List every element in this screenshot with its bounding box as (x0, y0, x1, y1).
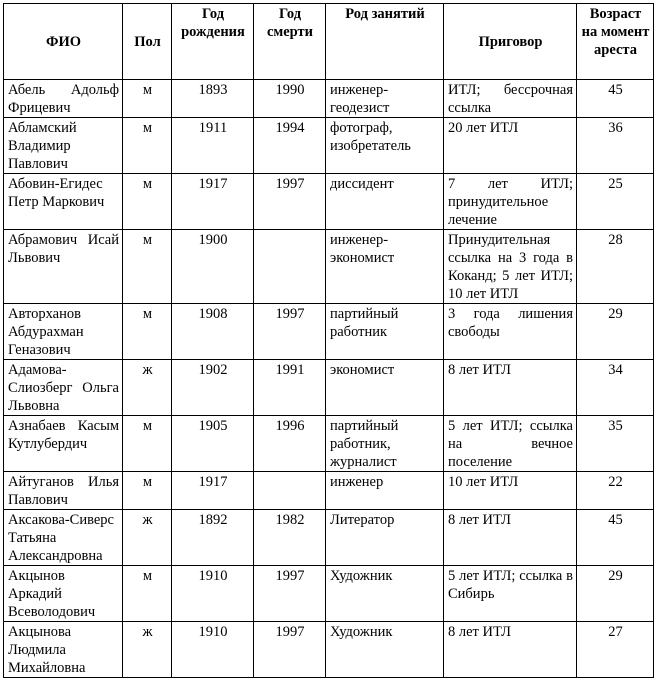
cell-birth-year: 1908 (172, 304, 254, 360)
table-row (4, 510, 654, 566)
cell-age: 34 (577, 360, 654, 416)
header-occupation: Род занятий (326, 4, 444, 80)
cell-death-year: 1996 (254, 416, 326, 472)
cell-sex: м (123, 80, 172, 118)
cell-name: Абовин-Егидес Петр Маркович (4, 174, 123, 230)
cell-name: Азнабаев Касым Кутлубердич (4, 416, 123, 472)
cell-sentence: 5 лет ИТЛ; ссылка в Сибирь (444, 566, 577, 622)
cell-death-year: 1990 (254, 80, 326, 118)
cell-death-year: 1997 (254, 304, 326, 360)
cell-sentence: 20 лет ИТЛ (444, 118, 577, 174)
cell-death-year: 1991 (254, 360, 326, 416)
cell-occupation: партийный работник (326, 304, 444, 360)
table-row (4, 360, 654, 416)
cell-sex: ж (123, 510, 172, 566)
cell-birth-year: 1900 (172, 230, 254, 304)
header-sex: Пол (123, 4, 172, 80)
table-body (4, 80, 654, 678)
cell-sex: м (123, 118, 172, 174)
cell-age: 25 (577, 174, 654, 230)
cell-birth-year: 1892 (172, 510, 254, 566)
cell-name: Абламский Владимир Павлович (4, 118, 123, 174)
table-row (4, 416, 654, 472)
cell-death-year: 1997 (254, 174, 326, 230)
cell-death-year: 1997 (254, 622, 326, 678)
table-row (4, 118, 654, 174)
header-row (4, 4, 654, 80)
cell-occupation: Художник (326, 622, 444, 678)
cell-sex: м (123, 230, 172, 304)
table-row (4, 622, 654, 678)
cell-sentence: 3 года лишения свободы (444, 304, 577, 360)
cell-age: 22 (577, 472, 654, 510)
cell-occupation: партийный работник, журналист (326, 416, 444, 472)
cell-age: 28 (577, 230, 654, 304)
cell-name: Акцынова Людмила Михайловна (4, 622, 123, 678)
table-row (4, 80, 654, 118)
cell-death-year: 1982 (254, 510, 326, 566)
cell-name: Адамова-Слиозберг Ольга Львовна (4, 360, 123, 416)
cell-occupation: инженер-геодезист (326, 80, 444, 118)
cell-age: 36 (577, 118, 654, 174)
cell-death-year: 1994 (254, 118, 326, 174)
cell-occupation: диссидент (326, 174, 444, 230)
header-sentence: Приговор (444, 4, 577, 80)
cell-birth-year: 1910 (172, 566, 254, 622)
cell-birth-year: 1911 (172, 118, 254, 174)
cell-birth-year: 1917 (172, 174, 254, 230)
cell-age: 29 (577, 304, 654, 360)
cell-name: Акцынов Аркадий Всеволодович (4, 566, 123, 622)
cell-occupation: инженер (326, 472, 444, 510)
header-name: ФИО (4, 4, 123, 80)
cell-sentence: ИТЛ; бессрочная ссылка (444, 80, 577, 118)
cell-name: Айтуганов Илья Павлович (4, 472, 123, 510)
cell-sex: м (123, 472, 172, 510)
cell-occupation: инженер-экономист (326, 230, 444, 304)
cell-age: 27 (577, 622, 654, 678)
cell-death-year (254, 472, 326, 510)
header-age-at-arrest: Возраст на момент ареста (577, 4, 654, 80)
cell-occupation: фотограф, изобретатель (326, 118, 444, 174)
cell-birth-year: 1910 (172, 622, 254, 678)
repressed-persons-table (3, 3, 654, 678)
cell-sentence: 8 лет ИТЛ (444, 510, 577, 566)
cell-age: 35 (577, 416, 654, 472)
cell-death-year: 1997 (254, 566, 326, 622)
cell-sentence: Принудительная ссылка на 3 года в Коканд; 5 лет ИТЛ; 10 лет ИТЛ (444, 230, 577, 304)
cell-sentence: 7 лет ИТЛ; принудительное лечение (444, 174, 577, 230)
cell-sex: ж (123, 360, 172, 416)
cell-age: 45 (577, 510, 654, 566)
cell-occupation: Литератор (326, 510, 444, 566)
cell-name: Абрамович Исай Львович (4, 230, 123, 304)
cell-age: 45 (577, 80, 654, 118)
cell-birth-year: 1917 (172, 472, 254, 510)
cell-sex: ж (123, 622, 172, 678)
cell-sentence: 5 лет ИТЛ; ссылка на вечное поселение (444, 416, 577, 472)
cell-sex: м (123, 304, 172, 360)
cell-sex: м (123, 174, 172, 230)
cell-sex: м (123, 416, 172, 472)
cell-occupation: Художник (326, 566, 444, 622)
table-row (4, 472, 654, 510)
cell-sentence: 8 лет ИТЛ (444, 360, 577, 416)
cell-sex: м (123, 566, 172, 622)
cell-birth-year: 1893 (172, 80, 254, 118)
table-row (4, 566, 654, 622)
cell-age: 29 (577, 566, 654, 622)
table-row (4, 174, 654, 230)
cell-name: Абель Адольф Фрицевич (4, 80, 123, 118)
table-row (4, 304, 654, 360)
header-birth-year: Год рождения (172, 4, 254, 80)
cell-birth-year: 1902 (172, 360, 254, 416)
cell-sentence: 8 лет ИТЛ (444, 622, 577, 678)
cell-birth-year: 1905 (172, 416, 254, 472)
cell-sentence: 10 лет ИТЛ (444, 472, 577, 510)
cell-name: Аксакова-Сиверс Татьяна Александровна (4, 510, 123, 566)
table-row (4, 230, 654, 304)
cell-death-year (254, 230, 326, 304)
cell-occupation: экономист (326, 360, 444, 416)
header-death-year: Год смерти (254, 4, 326, 80)
cell-name: Авторханов Абдурахман Геназович (4, 304, 123, 360)
